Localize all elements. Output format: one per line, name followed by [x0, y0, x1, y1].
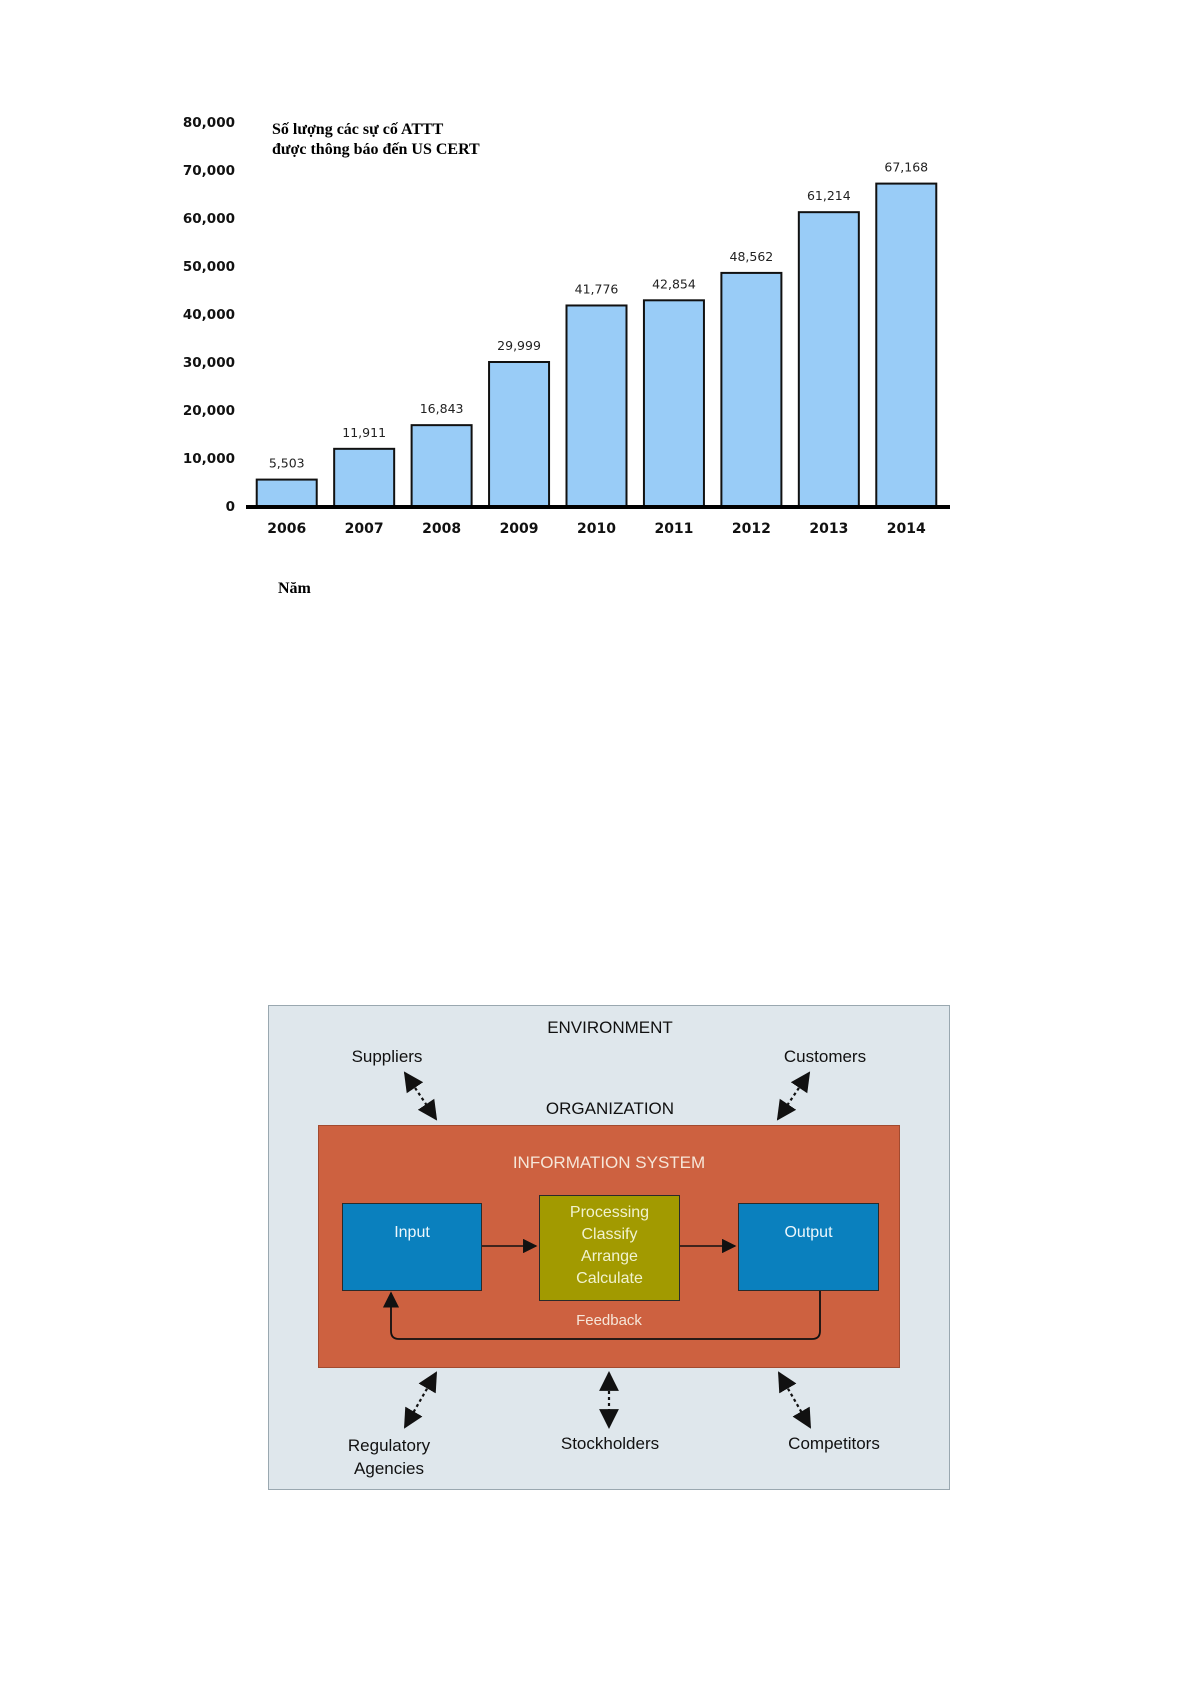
- bar: [644, 300, 704, 506]
- competitors-arrow: [779, 1373, 810, 1427]
- data-label: 16,843: [419, 401, 464, 417]
- x-tick-label: 2013: [809, 521, 849, 537]
- bar: [412, 425, 472, 506]
- y-tick-label: 50,000: [182, 259, 235, 275]
- x-tick-label: 2012: [731, 521, 771, 537]
- input-label: Input: [394, 1224, 430, 1241]
- data-label: 41,776: [574, 281, 619, 297]
- x-tick-label: 2007: [344, 521, 384, 537]
- bar: [489, 362, 549, 506]
- incident-bar-chart: [182, 100, 1030, 610]
- bar: [567, 305, 627, 506]
- environment-label: ENVIRONMENT: [547, 1018, 673, 1037]
- arrange-label: Arrange: [581, 1248, 638, 1265]
- bar: [257, 480, 317, 506]
- input-box: [342, 1203, 482, 1291]
- x-tick-label: 2006: [267, 521, 307, 537]
- output-box: [738, 1203, 879, 1291]
- y-tick-label: 0: [225, 499, 235, 515]
- y-tick-label: 20,000: [182, 403, 235, 419]
- data-label: 5,503: [268, 455, 305, 471]
- processing-label: Processing: [569, 1204, 650, 1221]
- x-tick-label: 2008: [422, 521, 462, 537]
- bar: [876, 184, 936, 506]
- organization-box: [318, 1125, 900, 1368]
- y-tick-label: 70,000: [182, 163, 235, 179]
- chart-canvas: [182, 100, 1030, 610]
- bar: [799, 212, 859, 506]
- customers-label: Customers: [783, 1047, 867, 1066]
- data-label: 29,999: [497, 338, 541, 354]
- y-tick-label: 40,000: [182, 307, 235, 323]
- regulatory-arrow: [405, 1373, 436, 1427]
- calculate-label: Calculate: [576, 1270, 643, 1287]
- data-label: 48,562: [729, 248, 774, 264]
- data-label: 11,911: [342, 424, 387, 440]
- y-tick-label: 30,000: [182, 355, 235, 371]
- chart-title-line-1: Số lượng các sự cố ATTT: [272, 121, 444, 138]
- feedback-label: Feedback: [576, 1312, 642, 1329]
- y-tick-label: 10,000: [182, 451, 235, 467]
- suppliers-label: Suppliers: [351, 1047, 423, 1066]
- x-tick-label: 2010: [577, 521, 616, 537]
- processing-box: [539, 1195, 680, 1301]
- regulatory-label: Regulatory: [347, 1436, 431, 1455]
- output-label: Output: [784, 1224, 833, 1241]
- x-tick-label: 2014: [886, 521, 926, 537]
- data-label: 42,854: [652, 276, 696, 292]
- data-label: 61,214: [806, 188, 851, 204]
- regulatory-agencies-label: [329, 1434, 449, 1480]
- information-system-diagram: [268, 1005, 950, 1490]
- y-tick-label: 60,000: [182, 211, 235, 227]
- data-label: 67,168: [884, 159, 929, 175]
- information-system-label: INFORMATION SYSTEM: [512, 1153, 706, 1172]
- organization-label: ORGANIZATION: [545, 1099, 675, 1118]
- stockholders-label: Stockholders: [560, 1434, 660, 1453]
- agencies-label: Agencies: [354, 1459, 424, 1478]
- chart-title-line-2: được thông báo đến US CERT: [272, 141, 480, 158]
- classify-label: Classify: [581, 1226, 638, 1243]
- x-axis-label: Năm: [278, 580, 311, 597]
- bar: [721, 273, 781, 506]
- chart-title: [272, 120, 602, 160]
- x-tick-label: 2011: [654, 521, 694, 537]
- bar: [334, 449, 394, 506]
- y-tick-label: 80,000: [182, 115, 235, 131]
- competitors-label: Competitors: [788, 1434, 880, 1453]
- x-tick-label: 2009: [499, 521, 539, 537]
